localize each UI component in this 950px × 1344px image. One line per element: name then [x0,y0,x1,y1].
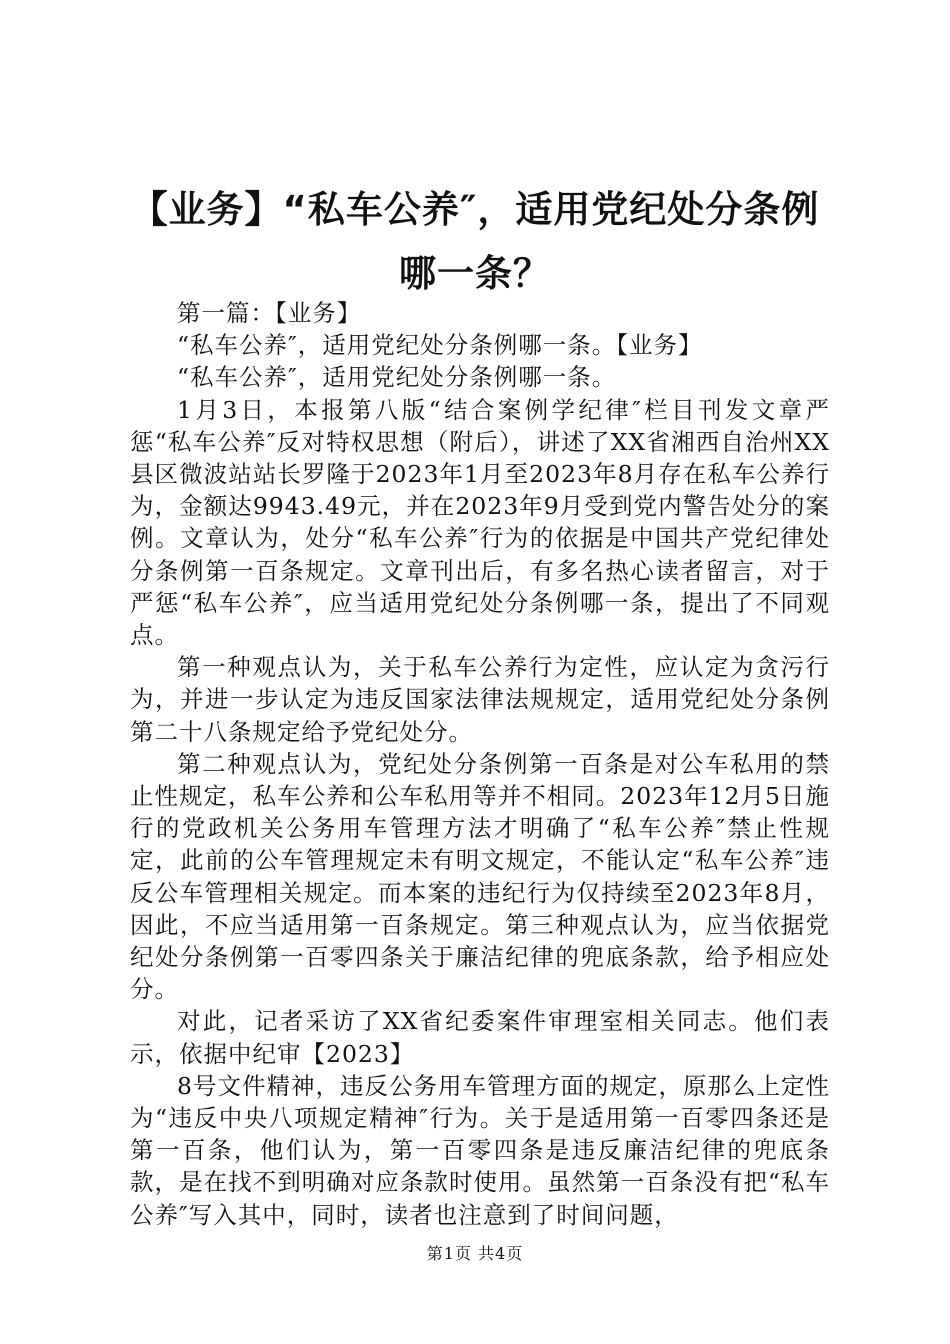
paragraph: 第一篇：【业务】 [177,299,362,327]
paragraph: 8号文件精神，违反公务用车管理方面的规定，原那么上定性为“违反中央八项规定精神″行为。关于是适用第一百零四条还是第一百条，他们认为，第一百零四条是违反廉洁纪律的兜底条款，是在找不到明确对应条款时使用。虽然第一百条没有把“私车公养″写入其中，同时，读者也注意到了时间问题， [130,1071,830,1229]
paragraph: 第一种观点认为，关于私车公养行为定性，应认定为贪污行为，并进一步认定为违反国家法律法规规定，适用党纪处分条例第二十八条规定给予党纪处分。 [130,653,830,746]
paragraph: 第二种观点认为，党纪处分条例第一百条是对公车私用的禁止性规定，私车公养和公车私用等并不相同。2023年12月5日施行的党政机关公务用车管理方法才明确了“私车公养″禁止性规定，此前的公车管理规定未有明文规定，不能认定“私车公养″违反公车管理相关规定。而本案的违纪行为仅持续至2023年8月，因此，不应当适用第一百条规定。第三种观点认为，应当依据党纪处分条例第一百零四条关于廉洁纪律的兜底条款，给予相应处分。 [130,749,830,1004]
paragraph: “私车公养″，适用党纪处分条例哪一条。【业务】 [177,331,703,360]
paragraph: 1月3日，本报第八版“结合案例学纪律″栏目刊发文章严惩“私车公养″反对特权思想（附后），讲述了XX省湘西自治州XX县区微波站站长罗隆于2023年1月至2023年8月存在私车公养行为，金额达9943.49元，并在2023年9月受到党内警告处分的案例。文章认为，处分“私车公养″行为的依据是中国共产党纪律处分条例第一百条规定。文章刊出后，有多名热心读者留言，对于严惩“私车公养″，应当适用党纪处分条例哪一条，提出了不同观点。 [130,395,830,650]
page-footer: 第1页 共4页 [426,1244,524,1263]
document-body [130,297,830,1231]
paragraph: 对此，记者采访了XX省纪委案件审理室相关同志。他们表示，依据中纪审【2023】 [130,1007,830,1068]
document-title: 【业务】“私车公养″，适用党纪处分条例哪一条？ [130,188,820,295]
paragraph: “私车公养″，适用党纪处分条例哪一条。 [177,363,617,392]
